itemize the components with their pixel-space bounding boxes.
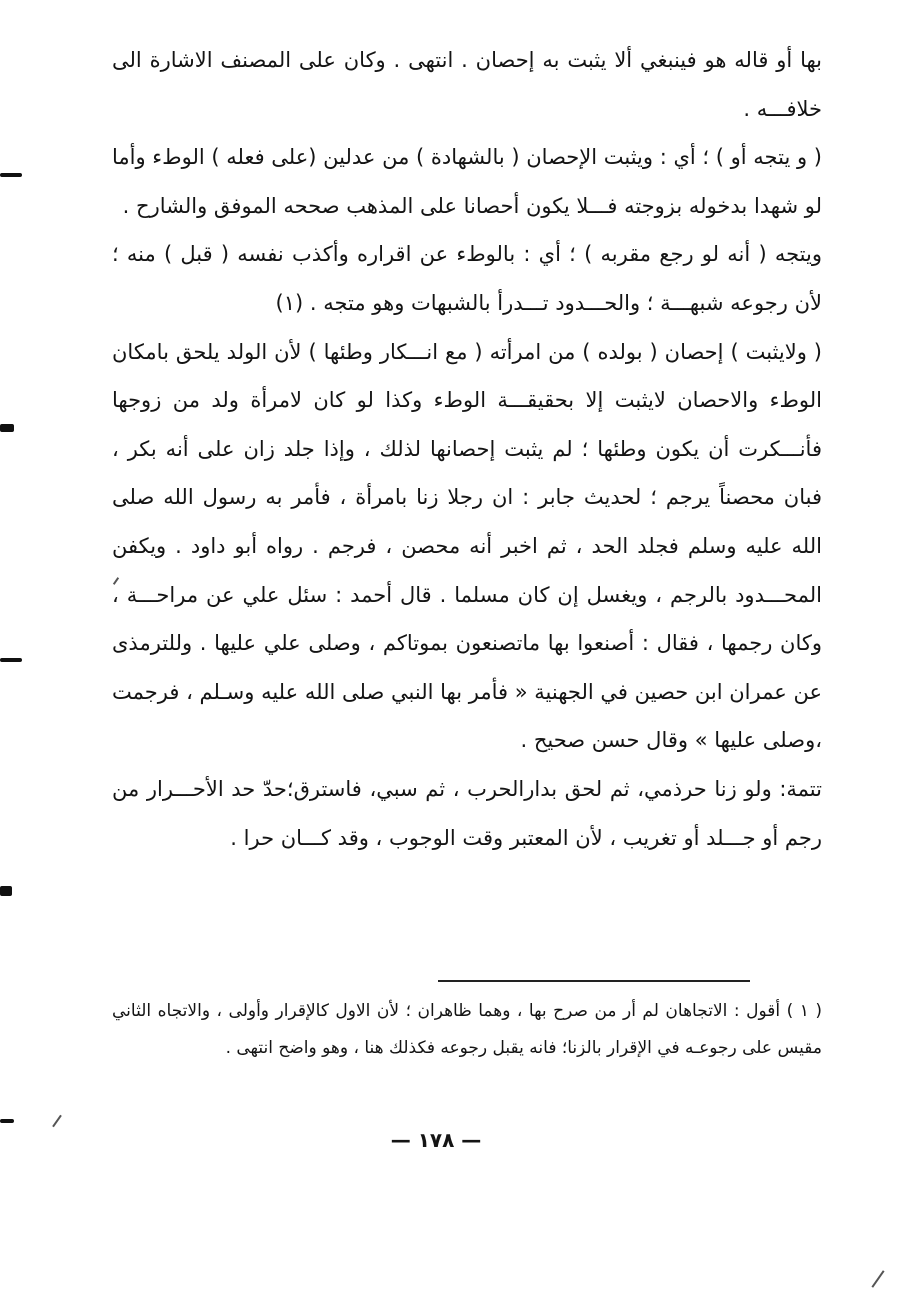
scan-stray-mark (871, 1270, 884, 1288)
scan-edge-mark (0, 1119, 14, 1123)
paragraph: بها أو قاله هو فينبغي ألا يثبت به إحصان . انتهى . وكان على المصنف الاشارة الى خلافـــه . (112, 48, 822, 121)
scan-edge-mark (0, 886, 12, 896)
paragraph: تتمة: ولو زنا حرذمي، ثم لحق بدارالحرب ، ثم سبي، فاسترق؛حدّ حد الأحـــرار من رجم أو جـــلد أو تغريب ، لأن المعتبر وقت الوجوب ، وقد كـــان حرا . (112, 776, 822, 850)
footnote (112, 993, 822, 1067)
scan-edge-mark (0, 658, 22, 662)
paragraph: ( و يتجه أو ) ؛ أي : ويثبت الإحصان ( بالشهادة ) من عدلين (على فعله ) الوطء وأما لو شهدا بدخوله بزوجته فـــلا يكون أحصانا على المذهب صححه الموفق والشارح . (112, 145, 822, 218)
footnote-text: ( ١ ) أقول : الاتجاهان لم أر من صرح بها ، وهما ظاهران ؛ لأن الاول كالإقرار وأولى ، والاتجاه الثاني مقيس على رجوعـه في الإقرار بالزنا؛ فانه يقبل رجوعه فكذلك هنا ، وهو واضح انتهى . (112, 1001, 822, 1058)
main-text (112, 36, 822, 862)
paragraph: ويتجه ( أنه لو رجع مقربه ) ؛ أي : بالوطء عن اقراره وأكذب نفسه ( قبل ) منه ؛ لأن رجوعه شبهـــة ؛ والحـــدود تـــدرأ بالشبهات وهو متجه . (١) (112, 242, 822, 315)
paragraph: ( ولايثبت ) إحصان ( بولده ) من امرأته ( مع انـــكار وطئها ) لأن الولد يلحق بامكان الوطء والاحصان لايثبت إلا بحقيقـــة الوطء وكذا لو كان لامرأة ولد من زوجها فأنـــكرت أن يكون وطئها ؛ لم يثبت إحصانها لذلك ، وإذا جلد زان على أنه بكر ، فبان محصناً يرجم ؛ لحديث جابر : ان رجلا زنا بامرأة ، فأمر به رسول الله صلى الله عليه وسلم فجلد الحد ، ثم اخبر أنه محصن ، فرجم . رواه أبو داود . ويكفن المحـــدود بالرجم ، ويغسل إن كان مسلما . قال أحمد : سئل علي عن مراحـــة ، وكان رجمها ، فقال : أصنعوا بها ماتصنعون بموتاكم ، وصلى علي عليها . وللترمذى عن عمران ابن حصين في الجهنية « فأمر بها النبي صلى الله عليه وسـلم ، فرجمت ،وصلى عليها » وقال حسن صحيح . (112, 339, 822, 753)
footnote-separator (438, 980, 750, 982)
scan-edge-mark (0, 424, 14, 432)
page-number: — ١٧٨ — (390, 1128, 482, 1152)
scan-edge-mark (0, 173, 22, 177)
scan-stray-mark (52, 1115, 62, 1128)
